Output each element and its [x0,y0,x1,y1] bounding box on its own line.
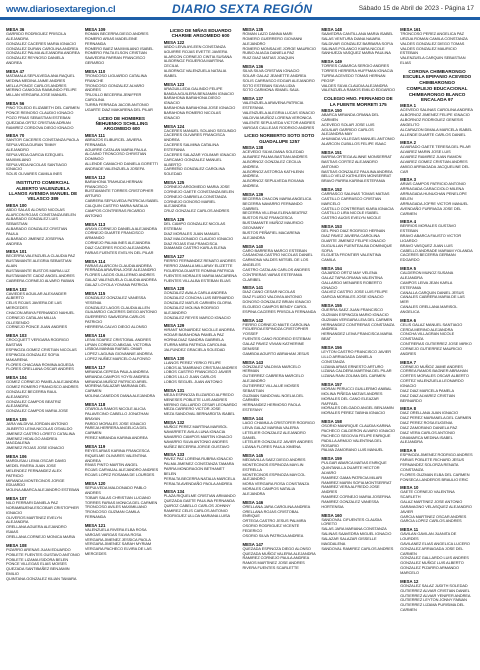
mesa-title: MESA 36 [6,27,25,32]
mesa-title: MESA 158 [321,419,342,425]
member-names: GARRIDO RODRIGUEZ PRISCILA ALEJANDRA GONZALEZ CACERES MARIA IGNACIO GONZALEZ DURAN CAROLINA ANDREA GONZALEZ PALMA ALEJANDRA ANDREA GONZALEZ REYNOSO DANIELA ANDREA [6,31,80,66]
mesa-title: MESA 135 [242,27,264,32]
mesa-block [6,496,80,540]
mesa-title: MESA 111 [84,132,105,138]
mesa-title: MESA 7 [400,359,416,365]
mesa-title: MESA 155 [321,303,342,309]
mesa-title: MESA 116 [84,332,106,338]
member-names: ABARCA MIRANDA ORIANA DEL CARMEN ACEVEDO SOLAR JOSE LUIS AGUILAR GARRIDO CARLOS ALEJANDRA MAY AHUMADA VILLEGAS MANUEL ANTONIO ALARCON CUBILLOS FELIPE ISAAC [321,112,395,147]
column [321,27,395,665]
mesa-block [164,489,238,518]
mesa-block [321,187,395,221]
mesa-title: MESA 148 [321,27,342,32]
mesa-title: MESA 101 [6,249,27,255]
member-names: ABRAZOS ELIBURCEL JAVIERA FERNANDA AGUIRRE CATALAN MARIA PAULA ALCAINO TRONCOSO CHRISTIAN DOMINGO ALLENDE CAMACHO DANIELA GORETTI ANDRADE VALENZUELA JOSEFA [84,136,158,171]
mesa-block [85,481,159,520]
member-names: LAGO CHAMULA CRISTOFER RODRIGO LEIVA GALAZ MARINA VALERIA LETELIER GONZALEZ ALEJANDRO DANIEL LETELIER GONZALEZ JAVIER ANDRES LIZANA FLORES PAULA XIMENA [242,419,315,450]
member-names: CELIS GALAZ MANUEL SANTIAGO CERDA MERINO ALEJANDRA CONCHA VILLAGRAN NICOLE CONSTANZA CONTRERAS GUTIERREZ JOSE MIRKO CORNEJO GUTIERREZ MAURICIO ANDRES [400,321,472,356]
member-names: SEPULVEDA MALDONADO PABLO ANDRES TOBAR SALAS CHRISTIAN LUCIANO TORRES FARIAS MONICA DEL CARMEN TRONCOSO AVILES MAXIMILIANO TRONCOSO GUZMAN CAMILA FERNANDA [84,484,158,520]
column [242,27,316,665]
mesa-title: MESA 110 [84,68,106,74]
member-names: JARA VALDIVIA JORDAN ANTONIO JILBERTO LEIVA NICOLAS OSVALDO JIMENEZ CASTRO LORETO CATALINA JIMENEZ HIDALGO ANDREA MAGDALENA JIMENEZ ROJAS JOSE IGNACIO [6,421,75,451]
member-names: TRONCOSO LIGUARDO CATALINA FRANCHE TRONCOSO GONZALEZ ALVARO ANDRES TRUJILLO BECERRA JENIFFER CAROLINA TURRA FERRADA JACOB ANTONIO UGARTE DIAZ MAKARENA DEL PILAR [84,72,153,112]
mesa-block [85,523,159,557]
mesa-title: MESA 133 [163,452,185,458]
mesa-block [242,244,316,283]
mesa-block [242,318,316,357]
mesa-block [242,416,316,450]
mesa-title: MESA 159 [321,456,342,462]
member-names: FIERRO CORNEJO MAITE CAROLINA FIGUEROA ESPINOZA CRISTOPHER YOSSEF FUENTES CANO RODRIGO ESTEBAN GALAZ PAVEZ VIVIAN KATHERINE DENISSE GAMBOA AGURTO ABRAHAM JESUS [242,321,311,356]
mesa-title: MESA 145 [242,453,264,459]
mesa-title: MESA 107 [6,496,27,502]
member-names: BECERRA VALENZUELA CLAUDIA PAZ BUSTAMANTE ALEGRIA SEBASTIAN ALAIN BUSTAMANTE BUSTOS MARIA LUZ BUSTAMANTE CADIZ ANGEL ANDRES CABRERA CORNEJO ALVARO FABIAN [6,253,76,283]
mesa-block [321,108,395,147]
publication-name: DIARIO SEXTA REGIÓN [172,2,313,16]
mesa-title: MESA 120 [84,480,106,486]
member-names: ABDO SALAS ALONSO NICOLAS ALARCON ROJAS CONSTANZA BELEN ALBARADO GONZALEZ LUIS SEBASTIAN ALBARADO GONZALEZ CRISTIAN PAULA ALBARADO JIMENEZ JOSEFINA ANDREA [6,206,76,246]
member-names: DIAZ ORELLANA JUAN IGNACIO DIAZ PEREZ MARIANELA DEL CARMEN DIAZ PEREZ ROSA EUGENIA DIAZ ZAMORANO DANIELA PAZ DIAZ VERA CARLOS ANTONIO DINAMARCA MEDINA ISABEL ALEJANDRA [400,410,472,445]
member-names: BARRIA ORTEGA ALINNE MONSERRAT BASTIAS CORTEZ ALEJANDRO ANTONIO BASTIAS GONZALEZ PAULINA ANDREA BELLO VELIZ KATHLEEN MONSERRAT BRAVO PARRA KARINA ESTEFANIA [321,154,393,184]
mesa-block [6,249,80,283]
polling-place-heading: COLEGIO HNO. FERNANDO DE LA FUENTE MORRETI 175 [323,96,393,107]
mesa-title: MESA 128 [163,286,185,292]
mesa-title: MESA 122 [163,39,185,45]
mesa-title: MESA 112 [84,174,106,180]
member-names: ALVARADO GAETE TERESA DEL PILAR ALVAREZ MARIN JOSE LUIS ALVAREZ RAMIREZ JUAN RAMON ALVAREZ GOMEZ CRISTIAN ANDRES AMIGO ARRIAGADA JACQUELINE DEL CAR [400,144,471,174]
mesa-block [400,485,474,524]
mesa-block [164,254,238,283]
mesa-title: MESA 125 [163,180,185,186]
mesa-block [6,101,80,130]
member-names: GONZALEZ GONZALEZ VANESSA YESENIA GONZALEZ LAGOS CLAUDIA ALLEN GUAJARDO CACERES DIEGO ANTONIO GUERRERO SAAVEDRA CARLOS PATRICIO HERRERA CALVO DIEGO ALONSO [84,294,157,329]
mesa-block [85,333,159,362]
mesa-block [85,444,159,478]
mesa-title: MESA 47 [6,68,25,74]
voter-list-columns [6,27,474,665]
member-names: GAJARDO ORTIZ MAY VELENA GALAZ TAPIA ORIANA VALENTINA GALLARDO MENARES ROBERTO IGNACIO GALVEZ CASTRO JOSE LUIS FELIPE GARCIA MORALES JOSE IGNACIO [321,270,388,300]
member-names: GONZALEZ SALAZ JUDITH SOLEDAD GUTIERREZ ALVIAR CRISTIAN DANIEL GUTIERREZ ALVIAR YENIFER ANDREA GUTIERREZ LEYTON JONNY FABIAN GUTIERREZ LIZAMA PURISIMA DEL CARMEN [400,582,471,613]
member-names: ARAGUILLEDA GALINDO FELIPE BANDA AGUILERA BENJAMIN IGNACIO BARAHONA BARAHONA DIEGO IGNACIO BARAHONA BARAHONA JOSE IGNACIO BARAHONA ROMERO NICOLAS IGNACIO [163,85,236,120]
mesa-block [321,456,395,509]
mesa-block [321,382,395,416]
mesa-block [321,419,395,453]
polling-place-heading: CORONA CHIMBARONGO ESCUELA EPIFANIO ACEVEDO CHIMBARONGO [402,68,472,85]
member-names: GONZALEZ AVALA CARLA ANDREA GONZALEZ CONCHA LUIS BERNARDO GONZALEZ MATUS CARMEN GLORIA GONZALEZ MOLINA RODRIGO ALEJANDRO GONZALEZ REYES MARCO IGNACIO [163,290,234,320]
member-names: TORRES CABARCA SERGIO ANDRES TORRES HERRERA HUFFMAN IGNACIA TURRA ACEVEDO TOMAS HERNAN PEGSP VALDES SILVA CLAUDIA ALEJANDRA VALENZUELA RAMOS EMILIO EDGARDO [321,63,395,93]
member-names: ARIAS CAMPOS PATRICIO ANTONIO ARRIAGADA CARACCIOLO MILENA ARRIAGADA HUNUCHAN PENELOPE BELEN ARRIAGADA JOFRE VICTOR MANUEL AVENDAÑO FURRIAGA JOSE DEL CARMEN [400,181,469,216]
mesa-block [85,291,159,330]
mesa-title: MESA 149 [321,59,342,65]
mesa-block [242,192,316,241]
mesa-block [164,286,238,320]
mesa-title: MESA 140 [242,243,264,249]
column [164,27,238,665]
member-names: CARRASCO SALINAS TOMAS MATIAS CASTILLO CARRASCO CRISTIAN MARCELO CASTILLO CONTRERAS KIARA IGNACIA CASTILLO LIRA NICOLE ISABEL CASTRO AUGIS EVELYN NICOLE [321,191,394,221]
mesa-title: MESA 131 [163,387,185,393]
mesa-title: MESA 152 [321,187,342,193]
mesa-block [400,406,474,445]
mesa-block [6,454,80,493]
member-names: ORELLANA JARA CAROLINA ANDREA ORELLANA ROJAS CRISTOBAL ENRIQUE ORTEGA CASTRO JESUS PALMIRA OSORIO RODRIGUEZ VICENTE FEDERICO OSORIO SILVA PATRICIA ANDREA [242,503,311,538]
mesa-block [321,224,395,263]
member-names: FIERRO FERNANDEZ RENATO ANDRES FIERRO ZAMALA MILLARAY ELIZETTE FIGUEROA DUARTE ROMINA PATRICIA FUENTES MORALES MARIA MACARENA FUENTES VILLALBA ESTEBAN ELIAS [163,258,237,283]
mesa-block [400,27,474,66]
mesa-block [400,103,474,137]
mesa-block [164,388,238,417]
mesa-block [85,222,159,256]
mesa-title: MESA 105 [6,417,27,423]
mesa-block [164,124,238,177]
mesa-block [85,175,159,219]
member-names: ESPINOZA JIMENEZ RODRIGO ANDRES FARIAS POBLETE RICHARD JESUS FERNANDEZ SOLORZA RENATA CONSTANZA FLORES GUZMAN ELBA DEL CARMEN FONSECA LANDEROS BRAULIO ERIC [400,452,473,482]
mesa-title: MESA 141 [242,285,264,291]
member-names: BECERRA CHACON MARIA ANGELICA BECERRA NAVARRO FERNANDO GABRIEL BECERRA VILLENA ELENA BEATRIZ BUSTOS RUIZ FRANCESCA BUSTAMANTE MUÑOZ MAURICIO GEOVANNY BUSTOS PEÑAFIEL MACARENA ALEJANDRA [242,195,312,240]
mesa-block [164,180,238,214]
member-names: MORAN PERUCCI GUILLERMO ANIBAL MOLINA PIÑEDA MATIAS ANDRES MORALES DEL CANO ELEAZAR RAFFAEL MORALES DELGADO ANGEL BENJAMIN MORALES PEREZ TABIHA IGNACIO [321,386,394,416]
mesa-block [164,420,238,449]
member-names: REYES ARIAS KARINA FRANCESCA RIQUELME OLIVARES VALENTINA ANDREA RIVAS PINTO MARTIN ANGEL ROJAS CARVAJAL ALEJANDRO ANDRES ROJAS LOPEZ ROSAMA DE LOURDES [84,447,159,478]
site-url[interactable]: www.diariosextaregion.cl [6,4,116,15]
member-names: PAVEZ PAZ LORENA RUBRIA IGNACIO PALMA JIMENEZ CONSTANZA TAMARA PARRA MONDRAGON BETHANET BELEN PERALTA BECERRA NATALIA MARCELA PERALTA AVENDAÑO PAOLA ANDREA [163,456,236,486]
mesa-title: MESA 132 [163,420,185,426]
member-names: OSORIO MANRIQUE CLAUDIA KARINA PACHECO CALDERON ALVARO IGNACIO PACHECO SEGOVIA FELIPE ENRIQUE PADILLA ARMIJO VALENTINA DEL ROSARIO PALMA ZAMORANO LUIS MANUEL [321,423,395,453]
mesa-title: MESA 118 [84,402,106,407]
mesa-title: MESA 102 [6,286,27,292]
mesa-title: MESA 136 [242,64,264,70]
mesa-block [85,27,159,66]
mesa-title: MESA 124 [163,123,185,129]
mesa-block [400,448,474,482]
mesa-title: MESA 146 [242,499,264,505]
member-names: MATAMALA SEPULVEDA ANA RAQUEL MEDINA MEDINA JAIME ANDRES MELLA PONCE CARLOS ANDRES MERINO CANIGGIA RAIMUNDO FELIPE MILLAN VERGARA JOSE MANUEL [6,72,77,98]
mesa-title: MESA 129 [163,323,185,329]
member-names: LLANOS PEREZ YERKO FELIPE LOBOS ALTAMIRANO CRISTIAN ANDRES LOBOS CASTRO FRANCISCO JAVIER LOBOS LILLO JUAN CARLOS LOBOS SEGUEL JUAN ANTONIO [163,359,238,385]
mesa-title: MESA 9 [400,448,416,454]
mesa-title: MESA 153 [321,224,342,230]
mesa-block [321,266,395,300]
mesa-title: MESA 108 [6,542,27,548]
mesa-block [242,145,316,189]
mesa-block [6,333,80,372]
mesa-title: MESA 143 [242,359,264,365]
member-names: DEL CAMPO GONZALEZ NICOLAS ESTEBAN DIAZ MORALES JUAN MANUEL DIAZ MALDONADO CLAUDIO IGNACIO DIAZ ROJAS EVA FRANCISCA DIAMANDI CASTRO KARLA ELENA [163,221,234,251]
member-names: DIAZ CANO CESAR NICOLAS DIAZ FLUIDO VALDIVIA ANTONIO DONOSO GONZALEZ BRIAN IGNACIO ELGUEDO CAMPOS BENDY CAROL ESPINA CACERES PRISCILA FERNANDA [242,289,316,314]
mesa-title: MESA 109 [84,27,106,32]
mesa-block [321,513,395,552]
mesa-title: MESA 151 [321,150,342,155]
polling-place-heading: INSTITUTO COMERCIAL ALBERTO VALENZUELA LLANOS AVENIDA MANUEL DE VELASCO 389 [8,180,78,202]
mesa-title: MESA 127 [163,254,185,260]
member-names: GOMEZ CORNEJO PAMELA ALEJANDRA GOMEZ ROMERO FRANCISCO ANDRES GONZALEZ BECERRA RAUL ALEJANDRO GONZALEZ CAMPOS BEATRIZ ALEJANDRA GONZALEZ CAMPOS MARIA JOSE [6,379,80,414]
member-names: PULGAR ABARCA MATIAS ENRIQUE QUINTANILLA DUARTE HECTOR ALVARO RAMIREZ GAMA PATRICIA MILARI RAMIREZ MARIN SOFIA MONTSERRAT RAMIREZ VERA ALFREDO JOSE ANDRES RAMIREZ CORNEJO MARIA JOSEFINA RAMIREZ GONZALEZ VANESSA HORTENSIA [321,460,392,509]
mesa-block [321,27,395,56]
mesa-block [400,177,474,216]
member-names: GAETE CORNEJO VALENTINA SCARLETH GALAZ MARTINEZ JOSE ANTONIO GARAVAGNO VELASQUEZ ALEJANDRO JAVIER GARCIA MARTINEZ OSCAR ANDRES GARCIA LOPEZ CARLOS ANDRES [400,489,472,524]
mesa-block [242,453,316,497]
member-names: CORNEJO MUÑOZ JAIME ANDRES CORREA RAMOS BAGNER ABRAHAN CORTES MORALES OSCAR ALBERTO CORTEZ VALENZUELA LEONARDO IGNACIO DIAZ DIAZ MARCELA PAMELA DIAZ DIAZ ALVAREZ CRISTIAN BERNARDO [400,363,469,403]
mesa-title: MESA 1 [400,103,416,109]
date-page: Sábado 15 de Abril de 2023 - Página 17 [358,5,474,12]
member-names: MIRANDA CEPEDA PAULA ANDREA MIRANDA CAMPOS YOYSI ANDREA MIRANDA MUÑOZ PATRICIO ARIEL MORENA SALAZAR MARIANA DEL CARMEN MOLINA CANEDOS DIANA ALEJANDRA [84,368,155,399]
mesa-title: MESA 137 [242,96,264,102]
member-names: GAVILAN GAVILAN JUANITA DE LOURDES GAVILANEZ ELIAS ANGELICA LUCERO GONZALEZ ARRIAGADA JOSE DEL CARMEN GONZALEZ GALLARDO LUIS ANDRES GONZALEZ MUÑOZ LUIS ALBERTO GONZALEZ PIZARRO ARMANDO MARCELO [400,531,470,575]
member-names: OTAROLA RAMOS NICOLE ALICIA PALAVECINO CABELLO JONATHAN BRAYAN PARDO MORALES JOSE IGNACIO PAREJA HERRERA ANGELICA DEL CARMEN PEREZ MIRANDA KARINA ANDREA [84,406,149,441]
member-names: CACERES MANUEL SOLANO SEGUNDO CACERES OLIVARES FRANCISCA ANDREA CACERES SALMINA CATALINA ESTEFANIA CACERES SALAZAR YOLIMAR IGNACIO CARCAMO GONZALEZ MANUEL ALBERTO CARREÑO GONZALEZ CAROLINA SOLEDAD [163,127,237,177]
mesa-title: MESA 70 [6,133,25,139]
mesa-block [242,285,316,314]
mesa-block [400,318,474,357]
polling-place-heading: LICEO DE NIÑAS EDUARDO CHARME ARGOMEDO 600 [169,28,232,39]
member-names: ABDO LEIVA AYLEEN CONSTANZA AGUIRRE ROJAS EVETTE JAVIERA ALARCON CORNEJO CINTIA SUSANA ALBORNOZ FIGUEROA MARTINA CECILIA ALBORNOZ VALENZUELA NATALIA ISABEL [163,43,232,78]
member-names: PINO TOLEDO ELIZABETH DEL CARMEN PONCE REINOSO CLAUDIO IGNACIO POZO FRIAS SEBASTIAN ESTEBAN QUEZADA ORTIZ CRISTIAN ADRIAN RAMIREZ CORDOVA DIEGO IGNACIO [6,105,80,130]
column [85,27,159,665]
member-names: CALDERON MUNOZ SUSANA ALEJANDRA CAMPOS LEIVA JEAN KARLA ESTEFANIA CANALLA CARQUIN DANIEL JESUS CANALES CABRERA MARIA DE LAS MER CANALES ORELLANA MARISOL ANGELICA [400,270,465,314]
mesa-block [85,259,159,288]
mesa-title: MESA 106 [6,454,27,460]
mesa-title: MESA 142 [242,317,264,323]
mesa-block [400,579,474,613]
mesa-block [164,82,238,121]
mesa-title: MESA 12 [400,578,419,584]
member-names: FARIAS ALARCON CLAUDIA ANDREA FERRADA ARAVENA JOSE ALEJANDRO FLORES LAGOS GUILLERMO ANDRES GALAZ VALENZUELA CLAUDIA ANDREA GALAZ LOYOLA YOVANA PATRICIA [84,262,157,287]
mesa-title: MESA 11 [400,527,419,533]
mesa-block [6,543,80,582]
mesa-title: MESA 147 [242,541,264,547]
mesa-title: MESA 139 [242,191,264,197]
member-names: BARAHONA TRAHUDA HERNAN FRANCISCO BUSTAMANTE TORRES CRISTOPHER ARTURO CABRERA SEPULVEDA PATRICIA ISABEL CALQUIN CASTRO MARIA NATALIA CAMPOS CONTRERAS RICARDO ANTONIO [84,178,159,218]
mesa-title: MESA 144 [242,415,264,421]
mesa-title: MESA 150 [321,108,342,114]
mesa-title: MESA 56 [6,101,25,107]
mesa-title: MESA 119 [84,443,106,449]
column [6,27,80,665]
mesa-title: MESA 115 [84,290,106,296]
member-names: QUEZADA ESPINOZA DIEGO ALONSO QUEZADA MUÑOZ VALERIA ALEJANDRA RAMIREZ CORNEJO PAULA ANDREA RAMOS MARTINEZ JOSE ANDRES RIVERA FUENTES SCARLETTE [242,545,316,571]
mesa-block [85,365,159,399]
mesa-block [164,217,238,251]
mesa-title: MESA 10 [400,485,419,491]
mesa-title: MESA 5 [400,266,416,272]
polling-place-heading: COMPLEJO EDUCACIONAL CHIMBARONGO BLANCO ENCALADA 97 [406,86,468,102]
member-names: MEJIA ESPINOZA ELIZARDO ALFREDO MENESES POBLETE LUIS ANDRES MERINO GALLARDO CESAR LEONARDO MEZA CARRERO VICTOR JOSE MEZA SANDOVAL BERNARDITA ISABEL [163,391,238,417]
polling-place-heading: LICEO NORBERTO SOTO SOTO GUADALUPE 1257 [244,133,315,144]
mesa-title: MESA 113 [84,221,106,227]
member-names: SILVA SILVA CRISTIAN IGNACIO SOLAR GALAZ JEANETTE ANDREA SOLIS CARRASCO EDGAR ALEJANDRO SOTO ESTEBAN SILVIA LIDIA SOTO CARMONA ISMAEL SAUL [242,68,315,93]
mesa-title: MESA 104 [6,375,27,381]
mesa-title: MESA 123 [163,81,185,87]
mesa-title: MESA 156 [321,345,342,350]
mesa-title: MESA 8 [400,406,416,412]
member-names: VALENZUELA ARAVENA PATRICIA ESTEFANIA VALENZUELA ALEGRIA LUCAS IGNACIO VALDIVIA MUÑOZ LORENA VERONICA VALENTE SEPULVEDA VICTOR ANDRES VARGAS CALLEJAS RODRIGO ANDRES [242,100,316,130]
mesa-title: MESA 103 [6,333,27,339]
mesa-block [6,203,80,247]
member-names: ACEVEDO SALINAS CAROLINA ANDREA ALBORNOZ JIMENEZ FELIPE IGNACIO ALBORNOZ RODRIGUEZ GENESIS ANGELITO ALCARAZON DIMALA MARCELA ISABEL ALLENDE DUARTE CARLOS DANIEL [400,107,473,137]
mesa-block [400,140,474,174]
member-names: PIZARRO ARENAS JUAN EDUARDO POBLETE FUENTES GUSTAVO ANTONIO POBLETE LIZAMA ISIDORA BELEN PONCE VILLEGAS ELIAS MOISES QUEZADA SANTIBAÑEZ BENJAMIN EMILIO QUINTANA GONZALEZ KILIAN TAMARA [6,546,80,581]
member-names: CROCQUETT VERGARA RODRIGO BASTIAN ESPINOZA GOMEZ CRISTIAN NICOLAS ESPINOZA GONZALEZ SOFIA MAKARENA FLORES CHACANA ROMINA AGUEDA FLORES ORELLANA OSCAR ANDRES [6,337,77,372]
mesa-block [6,27,80,66]
member-names: GUERRA SAEZ JUAN FRANCISCO GUZMAN ESPINOZA MARIO IGNACIO GUZMAN VERGARA LEIA DEL CARMEN HERNANDEZ CONTRERAS CONSTANZA ANDREA HERNANDEZ LEIVA FRANCISCA MARIA BEAT [321,307,395,342]
mesa-block [242,500,316,539]
mesa-title: MESA 114 [84,258,106,264]
member-names: GONZALEZ VALDIVIA MARCELO HERMAN GUTIERREZ CABRERA MARCELO ALEJANDRO GUTIERREZ VILLALUE MOISES SEBASTIAN GUZMAN SANDOVAL NOELIA DEL CARMEN HERNANDEZ HERMOSO PAOLA ESTEFANY [242,363,304,413]
mesa-block [242,96,316,130]
mesa-block [164,452,238,486]
member-names: ROMAN BECERRA DIEGO ANDRES ROMERO ARIAS MADELEINE FERNANDA ROMERO BAEZ MAXIMILIANO ISABEL ROMERO PALTA ELSON CRISTIAN SAAVEDRA PARRAN FRANCISCO GERARDO [84,31,154,66]
mesa-title: MESA 2 [400,140,416,146]
mesa-block [321,59,395,93]
mesa-block [6,69,80,98]
member-names: MARDUSAU LEMA OSCAR DAVID MEDEL RIVERA JUAN JOSE MELENDEZ FERNANDEZ ALEX PATRICIO MIRANDA MONTECINOS JORGE EDUARDO MOLINA ABARCA ALEJANDRO ESTEBAN [6,458,80,493]
mesa-block [242,27,316,61]
polling-place-heading: LICEO DE HOMBRES ÑEHUENKO SCHILLING ARGOMEDO 600 [95,115,148,132]
mesa-block [242,360,316,413]
member-names: SAAVEDRA CANTILLANA MARIA ISABEL SALAS VENTURA DIANA NAIARA SALDIVAR GONZALEZ BARBARA SOFIA SALINAS POLANCO KIARA NICOLE SANHUEZA VASQUEZ MARIA PAULINA [321,31,394,56]
mesa-title: MESA 3 [400,177,416,183]
mesa-block [85,402,159,441]
mesa-title: MESA 6 [400,317,416,323]
mesa-block [321,345,395,379]
mesa-block [164,356,238,385]
mesa-block [164,323,238,352]
mesa-title: MESA 138 [242,145,264,151]
page-header [0,0,480,20]
mesa-title: MESA 130 [163,355,185,361]
mesa-title: MESA 100 [6,202,27,208]
member-names: PLAZA RIQUELME CRISTIAN ARMANDO QUEZADA GAETE PAULINA FERNANDA QUIROZ CABELLO CARLOS JOHNNY RAMIREZ CELIS CARLOS ANTONIO RODRIGUEZ ULLOA MARIANA LUISA [163,493,236,518]
mesa-title: MESA 134 [163,489,185,495]
mesa-title: MESA 117 [84,364,106,370]
mesa-block [321,303,395,342]
mesa-block [242,64,316,93]
mesa-block [400,266,474,315]
mesa-block [85,69,159,113]
mesa-title: MESA 121 [84,522,106,528]
mesa-block [6,287,80,331]
mesa-title: MESA 160 [321,512,342,518]
member-names: SANTOR CACERES CONSTANZA PAOLA SEPULVEDA DURAN TIMMY ALEJANDRO SEPULVEDA GARCIA EZEQUIEL MAXIMILIANO SEPULVEDA NICOLAS SANTIAGO IGNACIO SOLIS OLIVARES CAMILA INES [6,137,79,177]
mesa-title: MESA 126 [163,217,185,223]
member-names: MUÑOZ PEREZ MARTINA MARISOL NAVARRETE AVILA LUNA IGNACIA NAVARRO CAMPOS MARTIN IGNACIO NAVARRO SILVA ANTONIO ANDRES NUÑEZ BECERRA JORGE GUSTAVO [163,424,233,449]
mesa-block [164,40,238,79]
member-names: LEIVA SOAREZ CRISTOBAL ANDRES LIPIAN CORNEJO ABIGAIL VICTORIA LISBOA MANNIA RAFAEL OMAR LOPEZ LAGUNA GIOVANNIE ANDREA LOPEZ NUÑEZ MARCELO ALFONSO [84,336,153,362]
mesa-block [6,417,80,451]
member-names: VALENZUELA RIVERA ELBA ROSA VARGAS VARGAS SILVIA ROSA VERGARA JIMENEZ JESSICA PAOLA VERGARA JIMENEZ SARAH MYRIAM VERGARA PACHECO ELVIRA DE LAS MERCEDES [84,526,152,557]
mesa-title: MESA 161 [400,27,421,32]
mesa-title: MESA 154 [321,266,342,272]
column [400,27,474,665]
member-names: ROMAN LAZO DANNA MARI ROMERO GUERRERO GIOVANNI ALEJANDRO ROMERO MONSALVE JORGE MAURICIO RUBIO ALIAGA DANIELA PAZ RUIZ DIAZ MATIAS JOAQUIN [242,31,316,61]
member-names: TRONCOSO PEREZ ANGELICA PAZ URZUA ROMAN CAMILA CONSTANZA VALDES GONZALEZ DIEGO TOMAS VALDES GONZALEZ MAURICIO ESTEBAN VALENZUELA CARQUIN SEBASTIAN ELIAS [400,31,468,66]
member-names: DEL PINO DIAZ RODRIGO HERNAN DIAZ PAVEZ JAVIERA CAROLINA DUARTE JIMENEZ FELIPE IGNACIO DUGUILLAN FUENTEALBA DOMINIQUE SOFIA ELGUETA FRONTIER VALENTINA CAMILA [321,228,393,263]
mesa-block [6,375,80,414]
member-names: CORNEJO ARGOMEDO MARIA JOSE CORNEJO GAETE CONSTANZA BELEN CORNEJO GABRIELA CONSTANZA CORNEJO DONOSO MARIEL ALEJANDRA CRUZ GONZALEZ CARLOS ANDRES [163,184,234,214]
member-names: ACEVEDO SILVA DIANA SOLEDAD ALBAREZ PALMA BASTIAN ANDRES ALBORNOZ GONZALEZ CECILIA ANDREA ALBORNOZ ASTORGA KATHLENN ANDREA ALBORNOZ SEPULVEDA ROXANA ANDREA [242,149,308,189]
member-names: SANDOVAL CIFUENTES CLAUDIA LORETO SALAS JARA MARIANA CONSTANZA SALINAS SAAVEDRA MIGUEL IGNACIO SALAZAR SALAZAR GISSELLE MAGDALENA SANDOVAL RAMIREZ CARLOS ANDRES [321,516,394,551]
mesa-block [321,150,395,184]
mesa-block [85,133,159,172]
mesa-block [400,219,474,263]
member-names: MEDIAVILLA SAEZ DIEGO ANDRES MONTECINOS ESPINOZA MAYLIN ESTRELLA MONTECINOS ESPINOZA MAYCOL ALEJANDRO MORA VERGARA ROSA CONSTANZA MORALES CAMPOS NATALIA ALEJANDRA [242,457,310,496]
member-names: LEYTON CASTRO FRANCISCO JAVIER LILLO ARRIAGADA DANIELA CONSTANZA LIZAMA ARIAS ERNESTO ARTURO LIZANA CALDERA MARTINA DEL PILAR LIZANA RAIN ZOLIMA DEL CARMEN [321,349,392,379]
mesa-block [242,542,316,571]
member-names: HIRANT MONARDEZ NICOLLE ANDREA HODAR BARAHONA PAMELA PAZ HORNA DIAZ SANDRA GABRIELA ITURRA MIRA PATRICIA CAROLINA JALFUNDEZ GRACIELA SOLEDAD [163,327,235,352]
member-names: CAVIEDES AGUILAR ALEXANDER ALBERTO CELIS ROJAS JAVIERA DE LAS MERCEDES CHACON ARAYA FERNANDO NAHUEL CORNEJO CATALAN MILLIA OLLESENDO CORNEJO PONCE JUAN ANDRES [6,290,75,330]
mesa-title: MESA 157 [321,382,342,388]
mesa-title: MESA 4 [400,219,416,225]
mesa-block [400,527,474,576]
member-names: CARO BARRERA MARCO ESTEBAN CASANOVA CASTRO NICOLAS DANIEL CARMONA VALDES MITSIEL DE LOS ANGELES CASTRO CATALAN CARLOS ANDRES CONTRERAS VARAS ESTEFANIA CLARIBEL [242,247,313,282]
mesa-block [6,133,80,177]
member-names: BERRIOS MORALES GUSTAVO ESTEBAN BRAVO ABARCA FAUSTO VICTOR LIGARDO BRAVO VASQUEZ JUAN LUIS CABELLO ANDRADE MARIAM YOLANDA CACERES BECERRA GERMAN EDGARDO [400,223,473,263]
mesa-block [400,360,474,404]
member-names: NILO FERRARI DANIELA PAZ NORAMBUENA ESCOBAR CRISTOPHER IGNACIO OLIVEROS MARTINEZ EVELYN ALEJANDRA ORELLANA AGUERA ALEJANDRO ISAIAS ORELLANA CORNEJO MONICA MARIA [6,500,79,539]
member-names: ARAYA CORNEJO DANIELA ALEJANDRA CORNEJO DUARTE FRANCISCO ARMANDO CORNEJO PALMA INES ALEJANDRA DIAZ CACERES ROCIO ALEJANDRA FARIAS FUENTES EVELYN DEL PILAR [84,225,158,255]
